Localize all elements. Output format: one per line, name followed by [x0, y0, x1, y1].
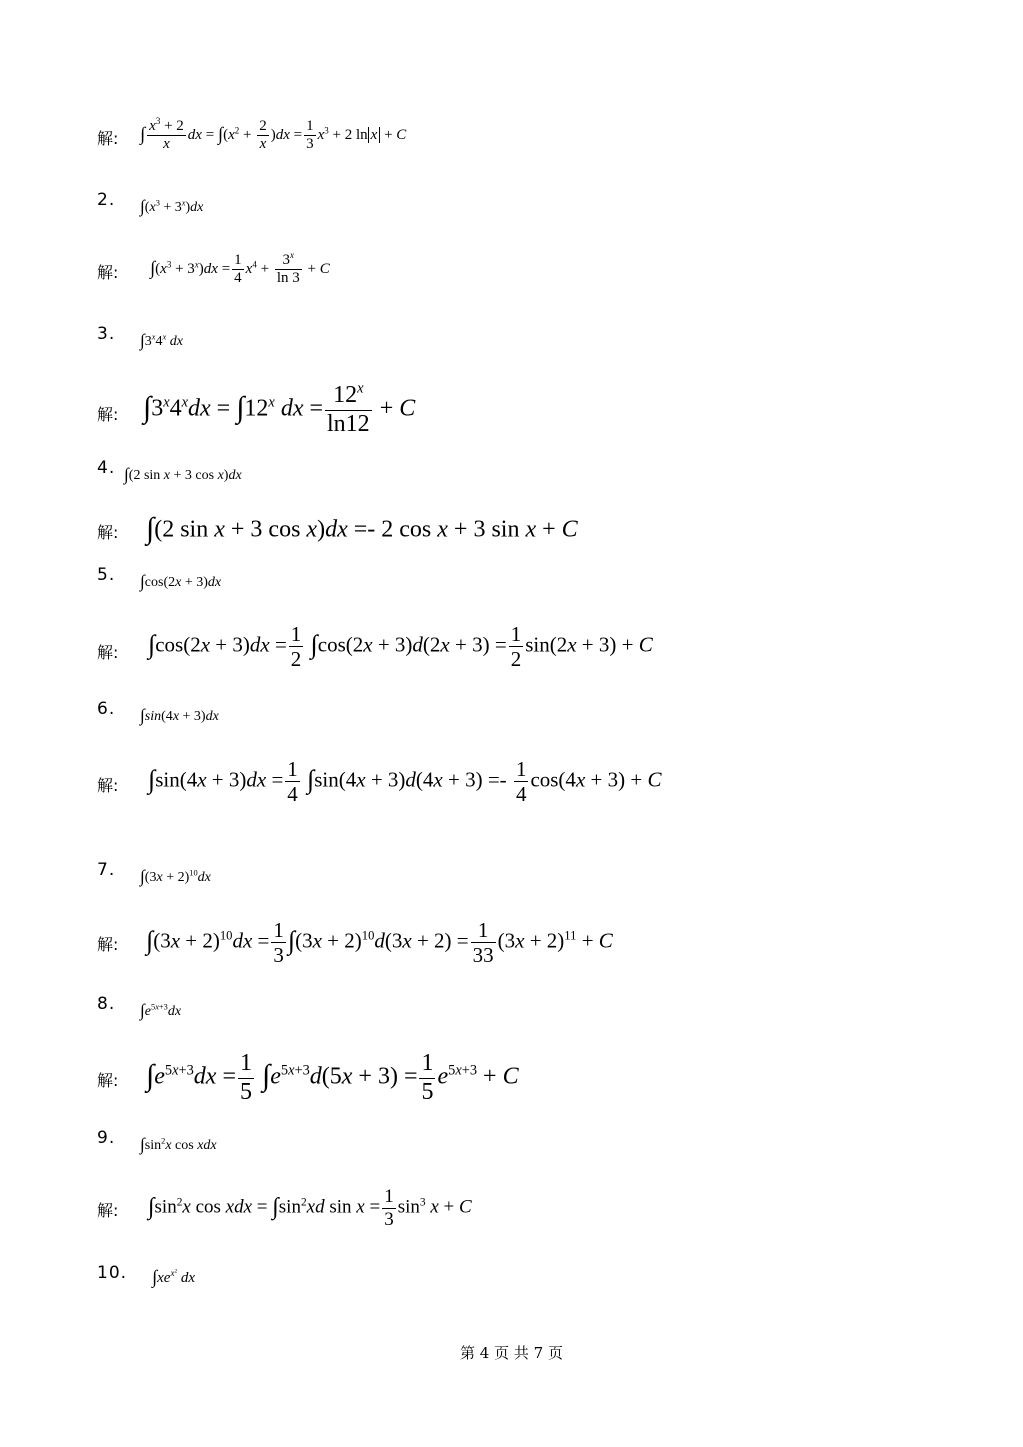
page-footer: 第 4 页 共 7 页 — [460, 1344, 563, 1362]
problem-number: 7. — [97, 860, 116, 880]
problem-number: 3. — [97, 324, 116, 344]
question-7: $\int(3x + 2)^{10}dx$ — [140, 866, 211, 886]
problem-number: 6. — [97, 699, 116, 719]
question-3: ∫3$^x$4$^x$ dx — [140, 330, 183, 350]
solution-9: $\int\sin^2x$ cos xdx = $\int\sin^2xd$ sin x = $\frac{1}{3}$ $\sin^3 x + C$ — [148, 1186, 472, 1230]
question-8: $\int e^{5x+3}dx$ — [140, 1000, 182, 1020]
answer-label: 解: — [97, 776, 119, 795]
question-5: ∫cos(2x + 3)dx — [140, 571, 222, 591]
solution-3: $\int 3^x4^xdx = \int 12^x$ dx = $\frac{12^x}{\ln 12}$ + C — [143, 380, 416, 437]
question-6: ∫sin(4x + 3)dx — [140, 705, 219, 725]
answer-label: 解: — [97, 405, 119, 424]
answer-label: 解: — [97, 129, 119, 148]
solution-5: ∫cos(2x + 3)dx = $\frac{1}{2}$ ∫cos(2x + 3)d(2x + 3) = $\frac{1}{2}$ sin(2x + 3) + C — [148, 622, 653, 672]
solution-2: $\int(x^3 + 3^x)dx$ = $\frac{1}{4}$ $x^4$ + $\frac{3^x}{\ln 3}$ + C — [150, 250, 330, 287]
answer-label: 解: — [97, 1201, 119, 1220]
question-4: ∫(2 sin x + 3 cos x)dx — [124, 464, 242, 484]
problem-number: 9. — [97, 1128, 116, 1148]
solution-7: $\int(3x + 2)^{10}dx$ = $\frac{1}{3}$ $\int(3x + 2)^{10}d(3x + 2)$ = $\frac{1}{33}$ $(3x + 2)^{11} + C$ — [146, 918, 613, 968]
question-10: $\int xe^{x^2}$ dx — [152, 1267, 196, 1288]
problem-number: 5. — [97, 565, 116, 585]
problem-number: 8. — [97, 994, 116, 1014]
problem-number: 4. — [97, 458, 116, 478]
answer-label: 解: — [97, 263, 119, 282]
solution-6: ∫sin(4x + 3)dx = $\frac{1}{4}$ ∫sin(4x + 3)d(4x + 3) =- $\frac{1}{4}$ cos(4x + 3) + C — [148, 757, 662, 807]
solution-4: ∫(2 sin x + 3 cos x)dx =- 2 cos x + 3 sin x + C — [146, 512, 578, 545]
answer-label: 解: — [97, 935, 119, 954]
solution-1: ∫ $\frac{x^3 + 2}{x}$ dx = $\int(x^2$ + $\frac{2}{x}$ )dx = $\frac{1}{3}$ $x^3 + 2$ ln x + C — [140, 116, 407, 153]
answer-label: 解: — [97, 643, 119, 662]
answer-label: 解: — [97, 1071, 119, 1090]
question-2: $\int(x^3 + 3^x)dx$ — [140, 196, 204, 216]
question-9: $\int\sin^2x$ cos xdx — [140, 1134, 217, 1154]
problem-number: 10. — [97, 1263, 128, 1283]
solution-8: $\int e^{5x+3}dx$ = $\frac{1}{5}$ $\int e^{5x+3}d(5x + 3)$ = $\frac{1}{5}$ $e^{5x+3} + C$ — [146, 1050, 519, 1105]
problem-number: 2. — [97, 190, 116, 210]
answer-label: 解: — [97, 523, 119, 542]
